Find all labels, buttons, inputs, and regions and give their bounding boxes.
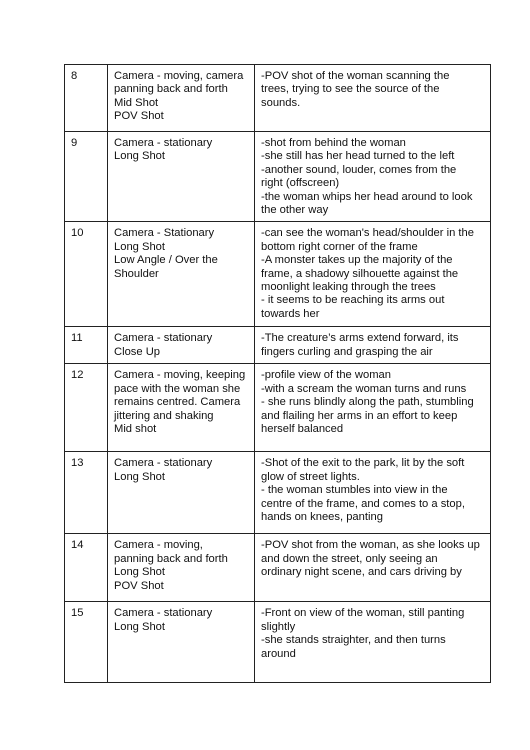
camera-cell [108, 534, 255, 602]
shot-number-cell [65, 534, 108, 602]
description-line: -the woman whips her head around to look [261, 190, 473, 203]
camera-cell [108, 132, 255, 222]
description-line: -The creature’s arms extend forward, its [261, 332, 459, 345]
shot-list-page [64, 64, 490, 683]
camera-line: Camera - moving, keeping [114, 369, 246, 382]
camera-line: Camera - stationary [114, 332, 213, 345]
description-line: - it seems to be reaching its arms out [261, 294, 445, 307]
camera-cell [108, 65, 255, 132]
shot-row [65, 452, 491, 534]
camera-line: Close Up [114, 345, 161, 358]
shot-number-cell [65, 602, 108, 683]
description-line: -Front on view of the woman, still panting [261, 607, 465, 620]
description-line: right (offscreen) [261, 177, 340, 190]
shot-list-table [64, 64, 491, 683]
camera-line: Long Shot [114, 150, 166, 163]
description-line: bottom right corner of the frame [261, 240, 418, 253]
description-line: -POV shot from the woman, as she looks up [261, 539, 480, 552]
shot-number: 10 [71, 227, 84, 240]
camera-line: Camera - moving, camera [114, 70, 244, 82]
description-line: -she stands straighter, and then turns [261, 634, 446, 647]
shot-row [65, 65, 491, 132]
camera-line: POV Shot [114, 110, 164, 123]
shot-row [65, 364, 491, 452]
description-line: -can see the woman's head/shoulder in the [261, 227, 474, 240]
shot-number-cell [65, 132, 108, 222]
camera-line: Shoulder [114, 267, 159, 280]
description-line: sounds. [261, 96, 301, 109]
description-line: herself balanced [261, 423, 344, 436]
camera-cell [108, 602, 255, 683]
description-line: fingers curling and grasping the air [261, 345, 433, 358]
description-line: -shot from behind the woman [261, 137, 406, 149]
description-line: frame, a shadowy silhouette against the [261, 267, 459, 280]
description-line: -A monster takes up the majority of the [261, 254, 453, 267]
description-line: -another sound, louder, comes from the [261, 163, 457, 176]
camera-line: Camera - stationary [114, 137, 213, 149]
camera-line: Long Shot [114, 566, 166, 579]
camera-line: Camera - moving, [114, 539, 203, 552]
description-cell [255, 534, 491, 602]
camera-line: Camera - Stationary [114, 227, 215, 240]
shot-list-body [65, 65, 491, 683]
shot-row [65, 327, 491, 364]
camera-line: Mid shot [114, 423, 157, 436]
camera-line: jittering and shaking [114, 409, 214, 422]
description-cell [255, 327, 491, 364]
description-line: glow of street lights. [261, 470, 360, 483]
shot-number: 15 [71, 607, 84, 620]
camera-cell [108, 452, 255, 534]
camera-cell [108, 364, 255, 452]
shot-number-cell [65, 65, 108, 132]
description-line: and flailing her arms in an effort to keep [261, 409, 458, 422]
description-line: - she runs blindly along the path, stumbling [261, 396, 474, 409]
description-cell [255, 65, 491, 132]
shot-number: 12 [71, 369, 84, 382]
shot-number: 8 [71, 70, 78, 82]
description-line: centre of the frame, and comes to a stop, [261, 497, 465, 510]
description-cell [255, 602, 491, 683]
description-line: trees, trying to see the source of the [261, 83, 440, 96]
description-line: the other way [261, 204, 329, 217]
description-line: - the woman stumbles into view in the [261, 484, 448, 497]
description-line: around [261, 647, 296, 660]
description-line: slightly [261, 620, 296, 633]
description-cell [255, 452, 491, 534]
description-line: -POV shot of the woman scanning the [261, 70, 450, 82]
camera-line: Mid Shot [114, 96, 159, 109]
camera-cell [108, 327, 255, 364]
shot-row [65, 534, 491, 602]
camera-line: panning back and forth [114, 83, 228, 96]
camera-line: Long Shot [114, 620, 166, 633]
shot-row [65, 222, 491, 327]
description-cell [255, 222, 491, 327]
description-cell [255, 364, 491, 452]
description-line: and down the street, only seeing an [261, 552, 438, 565]
camera-cell [108, 222, 255, 327]
description-line: -she still has her head turned to the left [261, 150, 455, 163]
shot-row [65, 132, 491, 222]
description-line: moonlight leaking through the trees [261, 281, 436, 294]
description-line: hands on knees, panting [261, 511, 383, 524]
camera-line: panning back and forth [114, 552, 228, 565]
camera-line: Long Shot [114, 240, 166, 253]
camera-line: Camera - stationary [114, 457, 213, 470]
shot-number-cell [65, 452, 108, 534]
description-line: towards her [261, 307, 320, 320]
shot-number-cell [65, 364, 108, 452]
description-line: -Shot of the exit to the park, lit by the soft [261, 457, 465, 470]
camera-line: Camera - stationary [114, 607, 213, 620]
camera-line: POV Shot [114, 579, 164, 592]
description-line: ordinary night scene, and cars driving by [261, 566, 462, 579]
shot-number-cell [65, 222, 108, 327]
camera-line: pace with the woman she [114, 382, 241, 395]
shot-number: 13 [71, 457, 84, 470]
shot-number: 9 [71, 137, 78, 149]
shot-number: 14 [71, 539, 84, 552]
shot-number-cell [65, 327, 108, 364]
camera-line: Long Shot [114, 470, 166, 483]
description-line: -profile view of the woman [261, 369, 391, 382]
camera-line: Low Angle / Over the [114, 254, 218, 267]
description-cell [255, 132, 491, 222]
description-line: -with a scream the woman turns and runs [261, 382, 467, 395]
camera-line: remains centred. Camera [114, 396, 241, 409]
shot-number: 11 [71, 332, 83, 345]
shot-row [65, 602, 491, 683]
